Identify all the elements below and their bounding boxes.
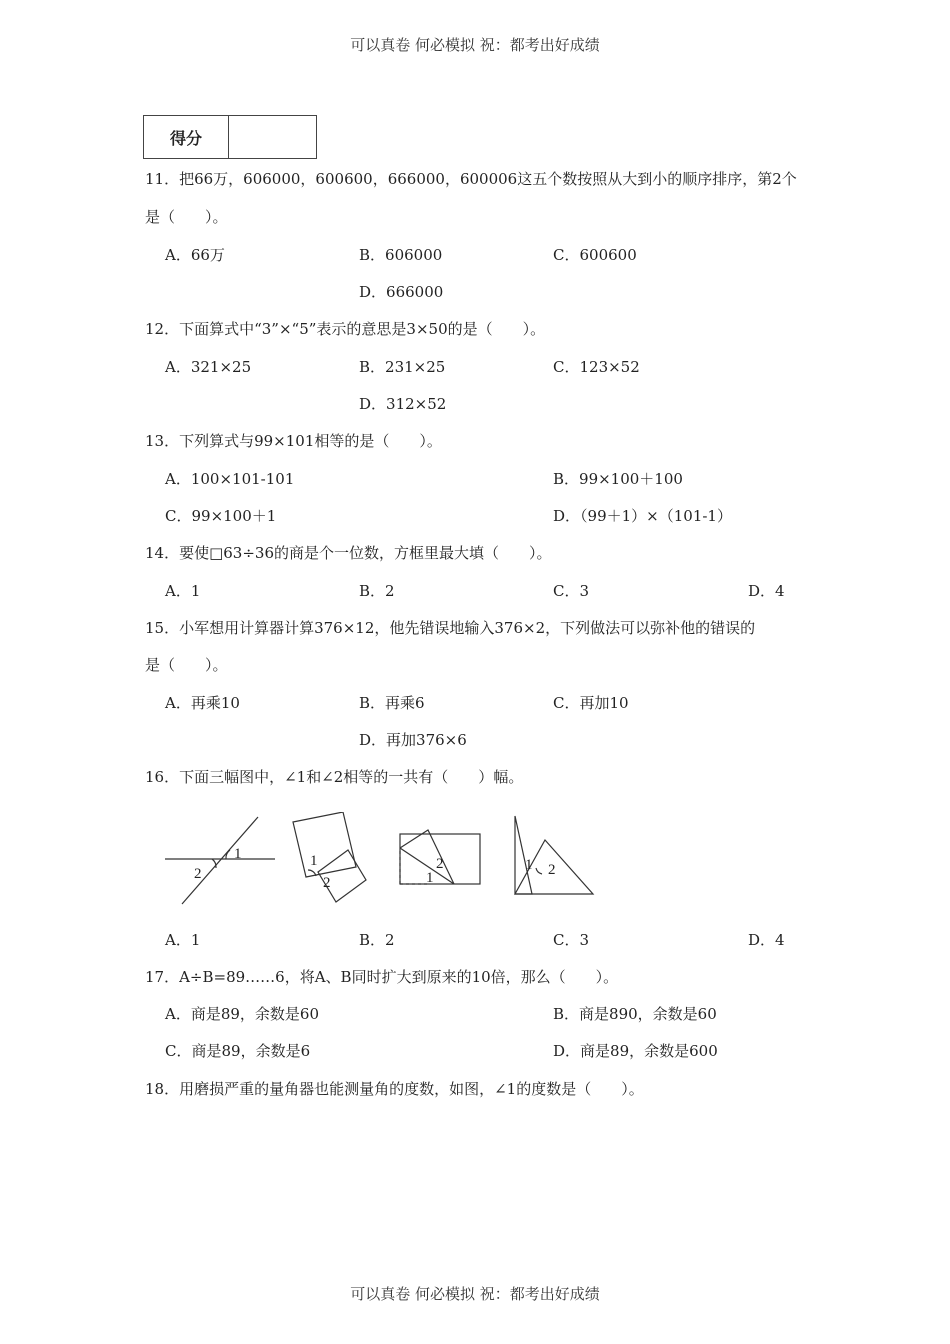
score-box — [143, 115, 317, 159]
q11-option-a[interactable]: A．66万 — [165, 246, 225, 264]
question-15-text: 15．小军想用计算器计算376×12，他先错误地输入376×2，下列做法可以弥补他的错误的 — [145, 619, 756, 637]
question-11-text-cont: 是（ ）。 — [145, 208, 228, 226]
question-15-text-cont: 是（ ）。 — [145, 656, 228, 674]
q14-option-c[interactable]: C．3 — [553, 582, 590, 600]
q11-option-b[interactable]: B．606000 — [359, 246, 443, 264]
question-11-text: 11．把66万，606000，600600，666000，600006这五个数按照从大到小的顺序排序，第2个 — [145, 170, 797, 188]
question-14-text: 14．要使□63÷36的商是个一位数，方框里最大填（ ）。 — [145, 544, 552, 562]
fig4-label-2: 2 — [548, 862, 556, 878]
score-label: 得分 — [144, 116, 229, 158]
q16-option-a[interactable]: A．1 — [165, 931, 201, 949]
q12-option-b[interactable]: B．231×25 — [359, 358, 446, 376]
q14-option-b[interactable]: B．2 — [359, 582, 395, 600]
fig3-label-1: 1 — [426, 870, 434, 886]
page-footer: 可以真卷 何必模拟 祝：都考出好成绩 — [350, 1285, 600, 1303]
q17-option-a[interactable]: A．商是89，余数是60 — [165, 1005, 320, 1023]
q16-option-c[interactable]: C．3 — [553, 931, 590, 949]
question-16-text: 16．下面三幅图中，∠1和∠2相等的一共有（ ）幅。 — [145, 768, 524, 786]
figure-4 — [515, 816, 593, 894]
q13-option-d[interactable]: D．（99＋1）×（101-1） — [553, 507, 732, 525]
q15-option-d[interactable]: D．再加376×6 — [359, 731, 467, 749]
q17-option-c[interactable]: C．商是89，余数是6 — [165, 1042, 311, 1060]
q13-option-c[interactable]: C．99×100＋1 — [165, 507, 277, 525]
q15-option-a[interactable]: A．再乘10 — [165, 694, 240, 712]
score-value[interactable] — [229, 116, 316, 158]
q17-option-d[interactable]: D．商是89，余数是600 — [553, 1042, 718, 1060]
fig4-label-1: 1 — [525, 857, 533, 873]
q17-option-b[interactable]: B．商是890，余数是60 — [553, 1005, 717, 1023]
fig3-label-2: 2 — [436, 856, 444, 872]
q12-option-d[interactable]: D．312×52 — [359, 395, 447, 413]
q14-option-a[interactable]: A．1 — [165, 582, 201, 600]
q12-option-c[interactable]: C．123×52 — [553, 358, 640, 376]
q11-option-d[interactable]: D．666000 — [359, 283, 444, 301]
question-12-text: 12．下面算式中“3”×“5”表示的意思是3×50的是（ ）。 — [145, 320, 546, 338]
q13-option-b[interactable]: B．99×100＋100 — [553, 470, 683, 488]
angle-figures — [160, 812, 600, 912]
q15-option-c[interactable]: C．再加10 — [553, 694, 629, 712]
question-18-text: 18．用磨损严重的量角器也能测量角的度数，如图，∠1的度数是（ ）。 — [145, 1080, 644, 1098]
q11-option-c[interactable]: C．600600 — [553, 246, 637, 264]
fig2-label-2: 2 — [323, 875, 331, 891]
figure-3 — [400, 830, 480, 886]
q14-option-d[interactable]: D．4 — [748, 582, 785, 600]
figure-2 — [293, 812, 366, 902]
page-header: 可以真卷 何必模拟 祝：都考出好成绩 — [350, 36, 600, 54]
fig2-label-1: 1 — [310, 853, 318, 869]
q16-option-d[interactable]: D．4 — [748, 931, 785, 949]
q12-option-a[interactable]: A．321×25 — [165, 358, 252, 376]
q15-option-b[interactable]: B．再乘6 — [359, 694, 425, 712]
q16-option-b[interactable]: B．2 — [359, 931, 395, 949]
fig1-label-1: 1 — [234, 846, 242, 862]
question-13-text: 13．下列算式与99×101相等的是（ ）。 — [145, 432, 442, 450]
q13-option-a[interactable]: A．100×101-101 — [165, 470, 295, 488]
figure-1 — [165, 817, 275, 904]
fig1-label-2: 2 — [194, 866, 202, 882]
question-17-text: 17．A÷B=89……6，将A、B同时扩大到原来的10倍，那么（ ）。 — [145, 968, 619, 986]
